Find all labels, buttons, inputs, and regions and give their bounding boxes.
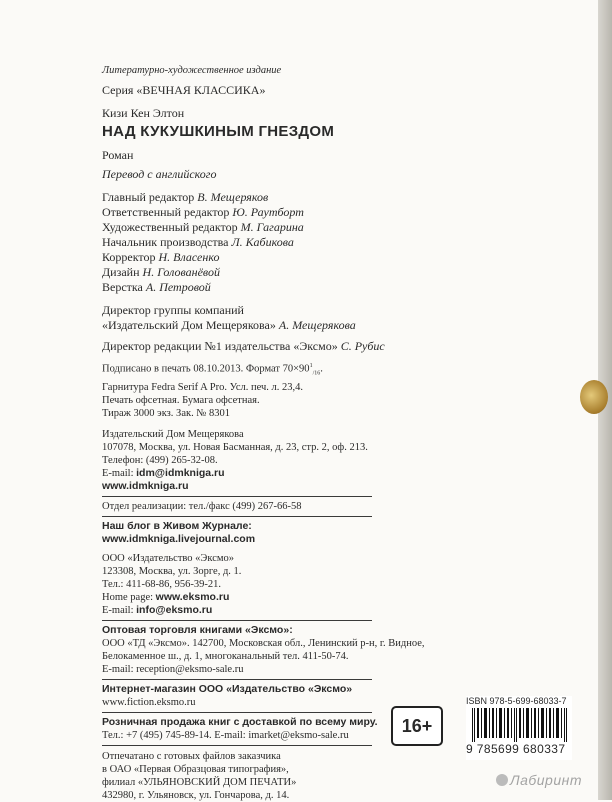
divider <box>102 745 372 746</box>
series-line: Серия «ВЕЧНАЯ КЛАССИКА» <box>102 83 266 97</box>
blog-link[interactable]: www.idmkniga.livejournal.com <box>102 532 256 545</box>
print-info: Подписано в печать 08.10.2013. Формат $70\times 90^1_{/16}$. Гарнитура Fedra Serif A Pro. Усл. печ. л. 23,4. Печать офсетная. Бумага офсетная. Тираж 3000 экз. Зак. № 8301 <box>102 363 323 419</box>
publisher-site-link[interactable]: www.idmkniga.ru <box>102 479 189 492</box>
divider <box>102 496 372 497</box>
isbn-label: ISBN 978-5-699-68033-7 <box>466 696 567 706</box>
barcode <box>472 708 568 742</box>
retail-info: Розничная продажа книг с доставкой по всему миру. Тел.: +7 (495) 745-89-14. E-mail: imarket@eksmo-sale.ru <box>102 715 378 741</box>
wholesale-info: Оптовая торговля книгами «Эксмо»: ООО «ТД «Эксмо». 142700, Московская обл., Ленинский р-н, г. Видное, Белокаменное ш., д. 1, многоканальный тел. 411-50-74. E-mail: reception@eksmo-sale.ru <box>102 623 425 675</box>
blog-info: Наш блог в Живом Журнале: www.idmkniga.livejournal.com <box>102 520 572 546</box>
credit-row: Художественный редактор М. Гагарина <box>102 220 304 234</box>
divider <box>102 516 372 517</box>
sales-line: Отдел реализации: тел./факс (499) 267-66-58 <box>102 500 302 512</box>
divider <box>102 620 372 621</box>
publisher-info: Издательский Дом Мещерякова 107078, Москва, ул. Новая Басманная, д. 23, стр. 2, оф. 213. Телефон: (499) 265-32-08. E-mail: idm@idmkniga.ru www.idmkniga.ru <box>102 428 572 493</box>
divider <box>102 712 372 713</box>
eshop-info: Интернет-магазин ООО «Издательство «Эксмо» www.fiction.eksmo.ru <box>102 683 572 709</box>
book-title: НАД КУКУШКИНЫМ ГНЕЗДОМ <box>102 123 335 140</box>
credit-row: Начальник производства Л. Кабикова <box>102 235 294 249</box>
credit-row: Корректор Н. Власенко <box>102 250 220 264</box>
credit-row: Главный редактор В. Мещеряков <box>102 190 269 204</box>
labirint-logo-icon <box>496 774 508 786</box>
age-rating-badge: 16+ <box>391 706 443 746</box>
publisher-email-link[interactable]: idm@idmkniga.ru <box>136 466 225 479</box>
credit-row: Верстка А. Петровой <box>102 280 211 294</box>
group-director: Директор группы компаний «Издательский Дом Мещерякова» А. Мещерякова <box>102 303 356 332</box>
form-line: Роман <box>102 148 134 162</box>
credits-list <box>102 190 572 295</box>
editorial-director: Директор редакции №1 издательства «Эксмо» С. Рубис <box>102 339 385 353</box>
isbn-number: 9 785699 680337 <box>466 742 566 756</box>
genre-line: Литературно-художественное издание <box>102 65 282 76</box>
labirint-watermark: Лабиринт <box>496 772 582 788</box>
credit-row: Дизайн Н. Голованёвой <box>102 265 220 279</box>
eksmo-home-link[interactable]: www.eksmo.ru <box>155 590 230 603</box>
eshop-link[interactable]: www.fiction.eksmo.ru <box>102 696 196 708</box>
eksmo-info: ООО «Издательство «Эксмо» 123308, Москва, ул. Зорге, д. 1. Тел.: 411-68-86, 956-39-21. Home page: www.eksmo.ru E-mail: info@eksmo.ru <box>102 552 242 616</box>
binding-hole <box>580 380 608 414</box>
eksmo-email-link[interactable]: info@eksmo.ru <box>136 603 213 616</box>
divider <box>102 679 372 680</box>
credit-row: Ответственный редактор Ю. Раутборт <box>102 205 304 219</box>
author-line: Кизи Кен Элтон <box>102 106 185 120</box>
translation-line: Перевод с английского <box>102 167 217 181</box>
imprint-content <box>102 64 572 802</box>
isbn-barcode-block <box>466 696 572 760</box>
printer-info: Отпечатано с готовых файлов заказчика в ОАО «Первая Образцовая типография», филиал «УЛЬЯНОВСКИЙ ДОМ ПЕЧАТИ» 432980, г. Ульяновск, ул. Гончарова, д. 14. <box>102 750 297 801</box>
